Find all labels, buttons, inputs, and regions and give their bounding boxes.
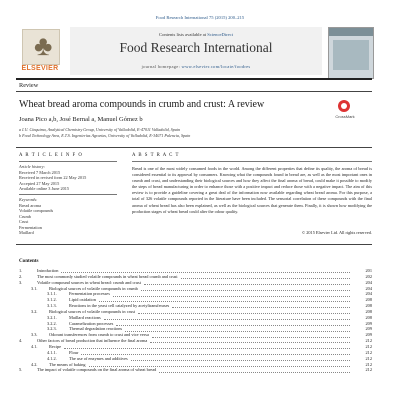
toc-entry-number: 3.1.2. — [47, 297, 57, 303]
contents-heading: Contents — [19, 258, 39, 264]
toc-entry-page: 208 — [365, 308, 372, 314]
history-online: Available online 3 June 2015 — [19, 186, 70, 191]
article-info-rule — [19, 161, 117, 162]
affiliation-b: b Food Technology Area, E.T.S. Ingenierías Agrarias, University of Valladolid, E-34071 Palencia, Spain — [19, 133, 191, 138]
toc-entry-number: 3. — [19, 279, 23, 285]
journal-header — [16, 27, 372, 77]
toc-entry-number: 4.1. — [31, 343, 38, 349]
toc-entry-number: 2. — [19, 273, 23, 279]
affiliation-a: a I.U. Cinquima, Analytical Chemistry Group, University of Valladolid, E-47011 Valladolid, Spain — [19, 127, 181, 132]
toc-entry-label: The use of enzymes and additives — [69, 355, 128, 361]
toc-entry-label: Lipid oxidation — [69, 297, 96, 303]
toc-entry[interactable] — [19, 367, 372, 373]
toc-entry-number: 3.1.3. — [47, 303, 57, 309]
crossmark-label: CrossMark — [335, 114, 355, 119]
toc-entry-number: 4.1.2. — [47, 355, 57, 361]
history-accepted: Accepted 27 May 2015 — [19, 180, 60, 186]
toc-entry-number: 5. — [19, 367, 23, 373]
contents-top-rule — [16, 244, 372, 245]
history-label: Article history: — [19, 164, 46, 169]
copyright-line: © 2015 Elsevier Ltd. All rights reserved. — [301, 230, 372, 235]
toc-entry-label: The means of baking — [49, 361, 86, 367]
toc-entry-label: Odorant transferences from crumb to crust and vice versa — [49, 332, 149, 338]
toc-entry-label: The most commonly studied volatile compounds in wheat bread crumb and crust — [37, 273, 178, 279]
toc-entry-page: 209 — [365, 326, 372, 332]
tree-icon: ♣ — [22, 29, 60, 65]
keyword: Bread aroma — [19, 202, 42, 208]
section-label: Review — [19, 82, 39, 89]
contents-prefix: Contents lists available at — [159, 32, 208, 37]
author-list: Joana Pico a,b, José Bernal a, Manuel Gómez b — [19, 116, 143, 123]
abstract-rule — [132, 161, 372, 162]
sciencedirect-link[interactable]: ScienceDirect — [207, 32, 233, 37]
keyword: Crust — [19, 219, 29, 224]
toc-entry-label: Biological sources of volatile compounds in crumb — [49, 285, 138, 291]
toc-entry-page: 212 — [365, 367, 372, 373]
toc-entry-label: The impact of volatile compounds on the final aroma of wheat bread — [37, 367, 157, 373]
abstract-heading: A B S T R A C T — [132, 153, 180, 158]
toc-entry-label: Recipe — [49, 343, 62, 349]
toc-entry-page: 208 — [365, 314, 372, 320]
toc-entry-page: 212 — [365, 349, 372, 355]
toc-entry-page: 201 — [365, 268, 372, 273]
toc-entry-number: 4.2. — [31, 361, 38, 367]
toc-entry-label: Thermal degradation reactions — [69, 326, 123, 332]
toc-entry-number: 3.2.2. — [47, 320, 57, 326]
toc-entry-page: 202 — [365, 273, 372, 279]
front-matter-rule — [16, 147, 372, 148]
toc-entry-page: 212 — [365, 338, 372, 344]
toc-entry-number: 3.3. — [31, 332, 38, 338]
abstract-text: Bread is one of the most widely consumed foods in the world. Among the different properties that define its quality, the aroma of bread is considered essential to its approval by consumers. Knowing what the compounds found in bread are, as well as the most important ones in crumb and crust, and understanding their biological sources and how they affect the final aroma of bread, could make it possible to modify the steps of bread manufacturing in order to enhance those with a positive impact and reduce those with a negative impact. The aim of this review is to provide a guideline covering a great deal of the information now available regarding wheat bread aroma. For this purpose, a total of 326 volatile compounds reported in the literature have been included. The sensorial correlation of these compounds with the final aroma of wheat bread has also been explained, as well as the biological sources that generate them. Finally, it is shown how modifying the production stages of wheat bread could alter the odour quality. — [132, 166, 372, 214]
toc-entry-number: 4. — [19, 338, 23, 344]
toc-entry-page: 209 — [365, 332, 372, 338]
journal-banner — [70, 27, 322, 75]
history-received: Received 7 March 2015 — [19, 169, 61, 175]
cover-image — [333, 40, 369, 70]
toc-entry-number: 1. — [19, 268, 23, 273]
toc-entry-number: 3.2.3. — [47, 326, 57, 332]
toc-entry-page: 204 — [365, 291, 372, 297]
toc-entry-number: 3.2. — [31, 308, 38, 314]
cover-bar — [329, 28, 373, 36]
contents-available-line — [70, 32, 322, 37]
toc-leader-dots — [159, 366, 350, 373]
elsevier-logo — [16, 27, 64, 77]
keywords-rule — [19, 194, 117, 195]
table-of-contents — [19, 268, 372, 373]
toc-entry-label: Reactions in the yeast cell catalyzed by acetyltransferases — [69, 303, 170, 309]
toc-entry-label: Introduction — [37, 268, 59, 273]
toc-entry-label: Fermentation processes — [69, 291, 110, 297]
keywords-label: Keywords: — [19, 197, 38, 202]
toc-entry-page: 204 — [365, 279, 372, 285]
publisher-name: ELSEVIER — [21, 65, 59, 72]
section-rule — [16, 91, 372, 92]
keyword: Fermentation — [19, 224, 42, 230]
toc-entry-page: 209 — [365, 320, 372, 326]
homepage-link[interactable]: www.elsevier.com/locate/foodres — [181, 64, 251, 69]
journal-cover-thumbnail — [328, 27, 374, 79]
keyword: Maillard — [19, 230, 34, 235]
toc-entry-page: 212 — [365, 355, 372, 361]
journal-homepage — [70, 64, 322, 69]
toc-entry-label: Biological sources of volatile compounds in crust — [49, 308, 136, 314]
toc-entry-label: Flour — [69, 349, 79, 355]
journal-citation: Food Research International 75 (2015) 200–215 — [155, 15, 245, 20]
toc-entry-page: 204 — [365, 285, 372, 291]
toc-entry-label: Other factors of bread production that influence the final aroma — [37, 338, 148, 344]
article-info-heading: A R T I C L E I N F O — [19, 153, 83, 158]
toc-entry-page: 212 — [365, 361, 372, 367]
header-rule — [16, 78, 372, 80]
toc-entry-number: 3.2.1. — [47, 314, 57, 320]
article-title: Wheat bread aroma compounds in crumb and crust: A review — [19, 99, 265, 110]
crossmark-icon — [338, 100, 350, 112]
keyword: Volatile compounds — [19, 208, 54, 213]
history-revised: Received in revised form 22 May 2015 — [19, 175, 87, 180]
toc-entry-page: 208 — [365, 303, 372, 309]
toc-entry-number: 3.1.1. — [47, 291, 57, 297]
toc-entry-label: Maillard reactions — [69, 314, 101, 320]
toc-entry-number: 4.1.1. — [47, 349, 57, 355]
toc-entry-number: 3.1. — [31, 285, 38, 291]
toc-entry-label: Caramelization processes — [69, 320, 114, 326]
toc-entry-page: 208 — [365, 297, 372, 303]
homepage-prefix: journal homepage: — [141, 64, 182, 69]
toc-entry-page: 212 — [365, 343, 372, 349]
journal-title: Food Research International — [119, 40, 273, 55]
toc-entry-label: Volatile compound sources in wheat bread: crumb and crust — [37, 279, 141, 285]
crossmark-badge[interactable] — [329, 100, 361, 122]
keyword: Crumb — [19, 213, 31, 219]
